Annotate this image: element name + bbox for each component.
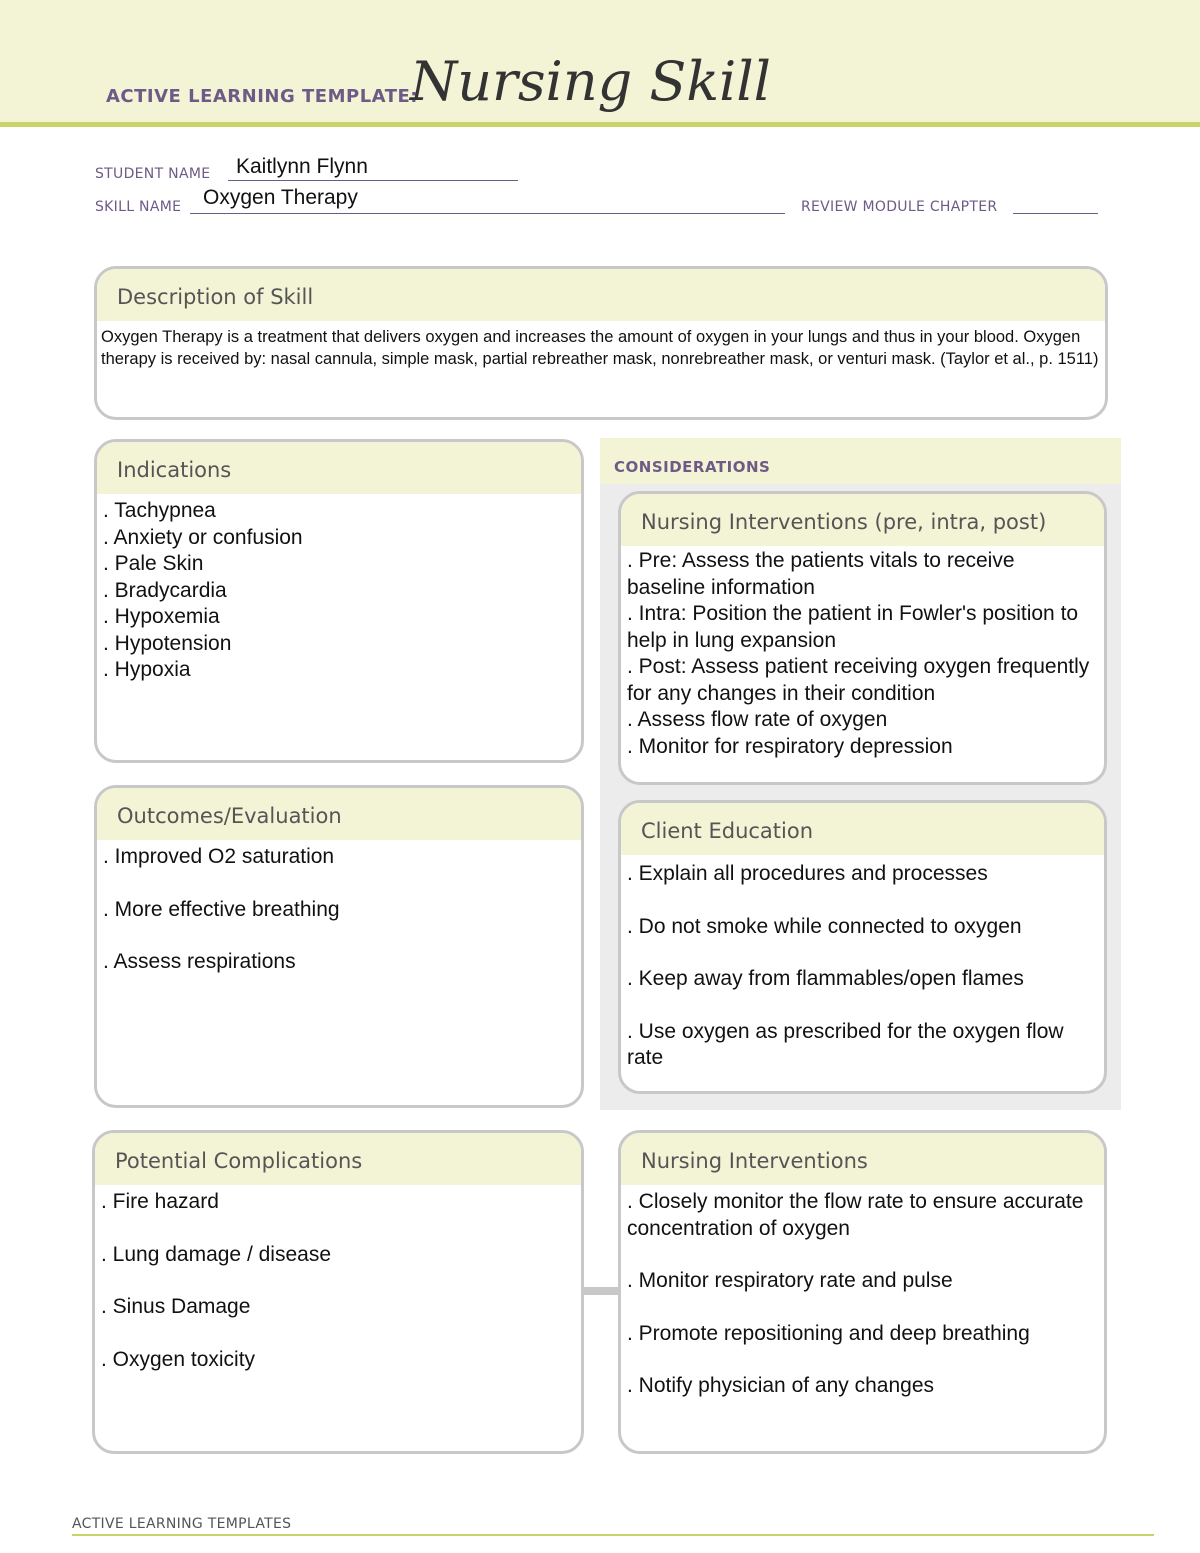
indications-title: Indications [97,442,581,494]
nursing-interventions-pip-title: Nursing Interventions (pre, intra, post) [621,494,1104,546]
student-name-label: STUDENT NAME [95,166,211,182]
template-title: Nursing Skill [410,50,771,113]
review-module-label: REVIEW MODULE CHAPTER [801,199,998,215]
indications-box [94,439,584,763]
skill-name-line [190,213,785,214]
list-item: . Bradycardia [103,578,227,602]
client-education-box [618,800,1107,1094]
list-item: . Improved O2 saturation [103,845,335,868]
list-item: . Hypoxia [103,658,191,681]
list-item: . Assess flow rate of oxygen [627,708,888,731]
review-module-line [1013,213,1098,214]
description-box [94,266,1108,420]
list-item: . Do not smoke while connected to oxygen [627,914,1022,938]
list-item: . Hypoxemia [103,605,220,628]
student-name-line [228,180,518,181]
list-item: . Use oxygen as prescribed for the oxygen flow rate [627,1019,1064,1069]
outcomes-box [94,785,584,1108]
student-name-field[interactable]: Kaitlynn Flynn [236,155,368,178]
list-item: . Post: Assess patient receiving oxygen frequently for any changes in their condition [627,655,1090,705]
skill-name-label: SKILL NAME [95,199,182,215]
list-item: . Anxiety or confusion [103,525,303,549]
list-item: . Promote repositioning and deep breathing [627,1321,1030,1345]
complications-title: Potential Complications [95,1133,581,1185]
template-label: ACTIVE LEARNING TEMPLATE: [106,86,418,107]
list-item: . Lung damage / disease [101,1242,331,1266]
complications-box [92,1130,584,1454]
list-item: . Pre: Assess the patients vitals to receive baseline information [627,549,1015,599]
list-item: . Keep away from flammables/open flames [627,967,1024,990]
nursing-interventions-list[interactable] [621,1185,1104,1404]
complications-list[interactable] [95,1185,581,1403]
nursing-interventions-box [618,1130,1107,1454]
outcomes-list[interactable] [97,840,581,1006]
list-item: . Explain all procedures and processes [627,862,988,885]
list-item: . Tachypnea [103,499,216,522]
list-item: . Notify physician of any changes [627,1374,935,1397]
description-title: Description of Skill [97,269,1105,321]
list-item: . Closely monitor the flow rate to ensure accurate concentration of oxygen [627,1190,1084,1240]
indications-list[interactable] [97,494,581,688]
list-item: . Pale Skin [103,552,204,575]
nursing-interventions-pip-list[interactable] [621,546,1104,764]
client-education-list[interactable] [621,855,1104,1094]
considerations-label: CONSIDERATIONS [614,458,771,476]
footer-rule [72,1534,1154,1536]
footer-label: ACTIVE LEARNING TEMPLATES [72,1516,292,1532]
list-item: . Oxygen toxicity [101,1347,256,1371]
header-rule [0,122,1200,127]
list-item: . Monitor for respiratory depression [627,734,953,758]
list-item: . Monitor respiratory rate and pulse [627,1269,953,1292]
list-item: . More effective breathing [103,897,340,921]
list-item: . Sinus Damage [101,1295,251,1318]
client-education-title: Client Education [621,803,1104,855]
nursing-interventions-title: Nursing Interventions [621,1133,1104,1185]
list-item: . Intra: Position the patient in Fowler's position to help in lung expansion [627,602,1079,652]
description-text[interactable]: Oxygen Therapy is a treatment that delivers oxygen and increases the amount of oxygen in your lungs and thus in your blood. Oxygen therapy is received by: nasal cannula, simple mask, partial rebreather mask, nonrebreather mask, or venturi mask. (Taylor et al., p. 1511) [101,328,1099,368]
list-item: . Assess respirations [103,950,296,973]
nursing-interventions-pip-box [618,491,1107,785]
skill-name-field[interactable]: Oxygen Therapy [203,186,358,209]
list-item: . Fire hazard [101,1190,219,1213]
outcomes-title: Outcomes/Evaluation [97,788,581,840]
list-item: . Hypotension [103,631,232,655]
box-connector [582,1287,622,1295]
